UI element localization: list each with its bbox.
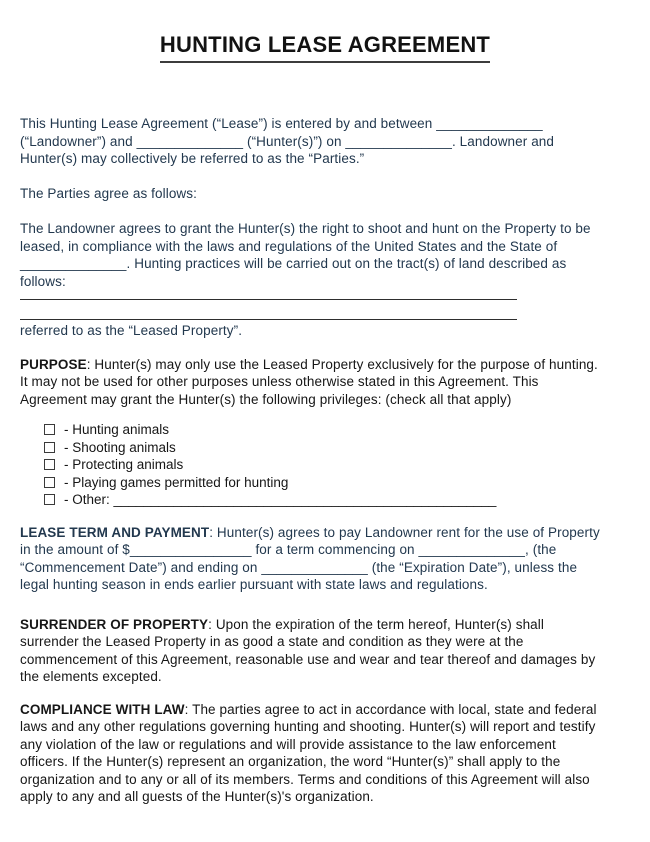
lease-term-heading: LEASE TERM AND PAYMENT [20,524,210,540]
checkbox-shooting-animals[interactable] [44,442,55,453]
surrender-paragraph [20,616,602,686]
parties-agree-line: The Parties agree as follows: [20,185,197,201]
checklist-item-shooting [44,439,602,457]
privileges-checklist [20,421,602,509]
blank-write-line[interactable] [20,300,517,320]
checkbox-label: - Shooting animals [64,439,176,455]
checkbox-playing-games[interactable] [44,477,55,488]
surrender-body: : Upon the expiration of the term hereof, Hunter(s) shall surrender the Leased Property in as good a state and condition as they were at the commencement of this Agreement, reasonable use and wear and tear thereof and damages by the elements excepted. [20,616,596,684]
purpose-paragraph [20,356,602,409]
checkbox-label: - Playing games permitted for hunting [64,474,289,490]
checklist-item-other [44,491,602,509]
intro-paragraph: This Hunting Lease Agreement (“Lease”) is entered by and between ______________ (“Landowner”) and ______________ (“Hunter(s)”) on ______________. Landowner and Hunter(s) may collectively be referred to as the “Parties.” [20,116,555,166]
page-title: HUNTING LEASE AGREEMENT [160,32,490,63]
title-block [0,0,650,63]
compliance-paragraph [20,701,602,806]
compliance-heading: COMPLIANCE WITH LAW [20,701,185,717]
checkbox-hunting-animals[interactable] [44,424,55,435]
purpose-heading: PURPOSE [20,356,87,372]
document-body [0,115,650,806]
referred-line: referred to as the “Leased Property”. [20,323,243,338]
checkbox-label: - Protecting animals [64,457,184,473]
surrender-heading: SURRENDER OF PROPERTY [20,616,209,632]
checkbox-label: - Hunting animals [64,422,170,438]
lease-term-paragraph [20,524,602,594]
compliance-body: : The parties agree to act in accordance with local, state and federal laws and any other regulations governing hunting and shooting. Hunter(s) will report and testify any violation of the law or regulations and will provide assistance to the law enforcement officers. If the Hunter(s) represent an organization, the word “Hunter(s)” shall apply to the organization and to any or all of its members. Terms and conditions of this Agreement will also apply to any and all guests of the Hunter(s)'s organization. [20,701,597,804]
blank-write-line[interactable] [20,290,517,300]
purpose-body: : Hunter(s) may only use the Leased Property exclusively for the purpose of hunting. It may not be used for other purposes unless otherwise stated in this Agreement. This Agreement may grant the Hunter(s) the following privileges: (check all that apply) [20,356,598,407]
checkbox-protecting-animals[interactable] [44,459,55,470]
checkbox-label: - Other: ___________________________________________________ [64,492,497,508]
lease-term-body: : Hunter(s) agrees to pay Landowner rent for the use of Property in the amount of $________________ for a term commencing on ______________, (the “Commencement Date”) and ending on ______________ (the “Expiration Date”), unless the legal hunting season in ends earlier pursuant with state laws and regulations. [20,524,600,592]
checklist-item-games [44,474,602,492]
checklist-item-protecting [44,456,602,474]
grant-paragraph: The Landowner agrees to grant the Hunter(s) the right to shoot and hunt on the Property to be leased, in compliance with the laws and regulations of the United States and the State of ______________. Hunting practices will be carried out on the tract(s) of land described as follows: [20,221,591,289]
checkbox-other[interactable] [44,494,55,505]
checklist-item-hunting [44,421,602,439]
